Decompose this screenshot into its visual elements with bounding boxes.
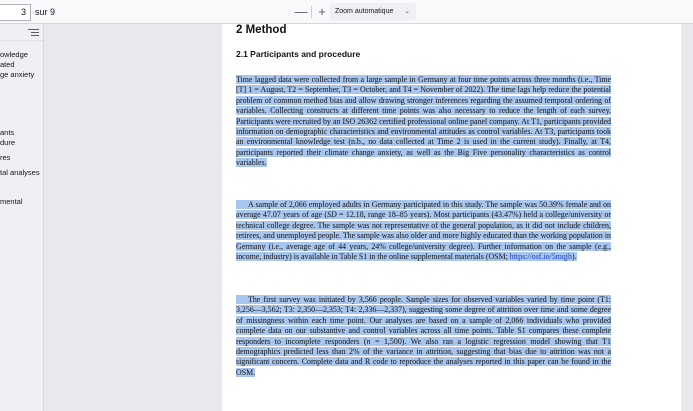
n-symbol: n: [366, 336, 371, 346]
chevron-down-icon: ⌄: [404, 8, 410, 15]
document-viewer: [44, 24, 693, 411]
page-total-label: sur 9: [35, 7, 56, 17]
zoom-select[interactable]: [330, 3, 416, 21]
zoom-in-button[interactable]: +: [318, 4, 326, 19]
paragraph-2-text-a: A sample of 2,066 employed adults in Germany participated in this study. The sample was 50.39% female and on average 47.07 years of age (: [236, 200, 611, 220]
paragraph-3-text-b: = 1,500). We also ran a logistic regression model showing that T1 demographics predicted less than 2% of the variance in attrition, suggesting that bias due to attrition was not a significant concern. Complete data and R code to reproduce the analyses reported in this paper can be found in the OSM.: [236, 336, 611, 377]
page-number-input[interactable]: 3: [0, 4, 31, 21]
paragraph-2-text-b: = 12.18, range 18–85 years). Most participants (43.47%) held a college/university or technical college degree. The sample was not representative of the general population, as it did not include children, retirees, and unemployed people. The sample was also older and more highly educated than the working population in Germany (i.e., average age of 44 years, 24% college/university degree). Further information on the sample (e.g., income, industry) is available in Table S1 in the online supplemental materials (OSM;: [236, 210, 611, 262]
paragraph-3: [236, 295, 611, 378]
paragraph-1-text: Time lagged data were collected from a large sample in Germany at four time points across three months (i.e., Time [T] 1 = August, T2 = September, T3 = October, and T4 = November of 2022). The time lags help reduce the potential problem of common method bias and allow drawing stronger inferences regarding the assumed temporal ordering of variables. Collecting constructs at different time points was also necessary to reduce the length of each survey. Participants were recruited by an ISO 26362 certified professional online panel company. At T1, participants provided information on demographic characteristics and environmental attitudes as control variables. At T3, participants took an environmental knowledge test (n.b., no data collected at Time 2 is used in the current study). Finally, at T4, participants reported their climate change anxiety, as well as the Big Five personality characteristics as control variables.: [236, 75, 611, 168]
outline-item[interactable]: res: [0, 153, 11, 162]
outline-icon[interactable]: [28, 27, 39, 37]
paragraph-2-text-c: ).: [571, 252, 577, 262]
sidebar-header: [0, 24, 44, 41]
outline-item[interactable]: tal analyses: [0, 168, 40, 177]
toolbar-divider: [311, 6, 312, 18]
outline-item[interactable]: ants: [0, 128, 15, 137]
outline-item[interactable]: ge anxiety: [0, 70, 35, 79]
pdf-page: [222, 24, 681, 411]
osm-link[interactable]: https://osf.io/5mqjh: [509, 252, 572, 262]
paragraph-1: [236, 75, 611, 169]
subsection-heading: 2.1 Participants and procedure: [236, 49, 361, 59]
section-heading: 2 Method: [236, 24, 287, 36]
outline-item[interactable]: dure: [0, 138, 16, 147]
outline-item[interactable]: ated: [0, 60, 15, 69]
outline-sidebar: [0, 24, 44, 411]
outline-item[interactable]: mental: [0, 197, 23, 206]
zoom-select-value: Zoom automatique: [335, 8, 394, 15]
zoom-out-button[interactable]: —: [294, 4, 308, 19]
outline-item[interactable]: owledge: [0, 50, 28, 59]
paragraph-3-text-a: The first survey was initiated by 3,566 people. Sample sizes for observed variables varied by time point (T1: 3,256—3,562; T3: 2,350—2,353; T4: 2,336—2,337), suggesting some degree of attrition over time and some degree of missingness within each time point. Our analyses are based on a sample of 2,066 individuals who provided complete data on our substantive and control variables across all time points. Table S1 compares these complete responders to incomplete responders (: [236, 295, 611, 346]
sd-symbol: SD: [327, 210, 337, 220]
pdf-toolbar: [0, 0, 693, 24]
paragraph-2: [236, 200, 611, 262]
